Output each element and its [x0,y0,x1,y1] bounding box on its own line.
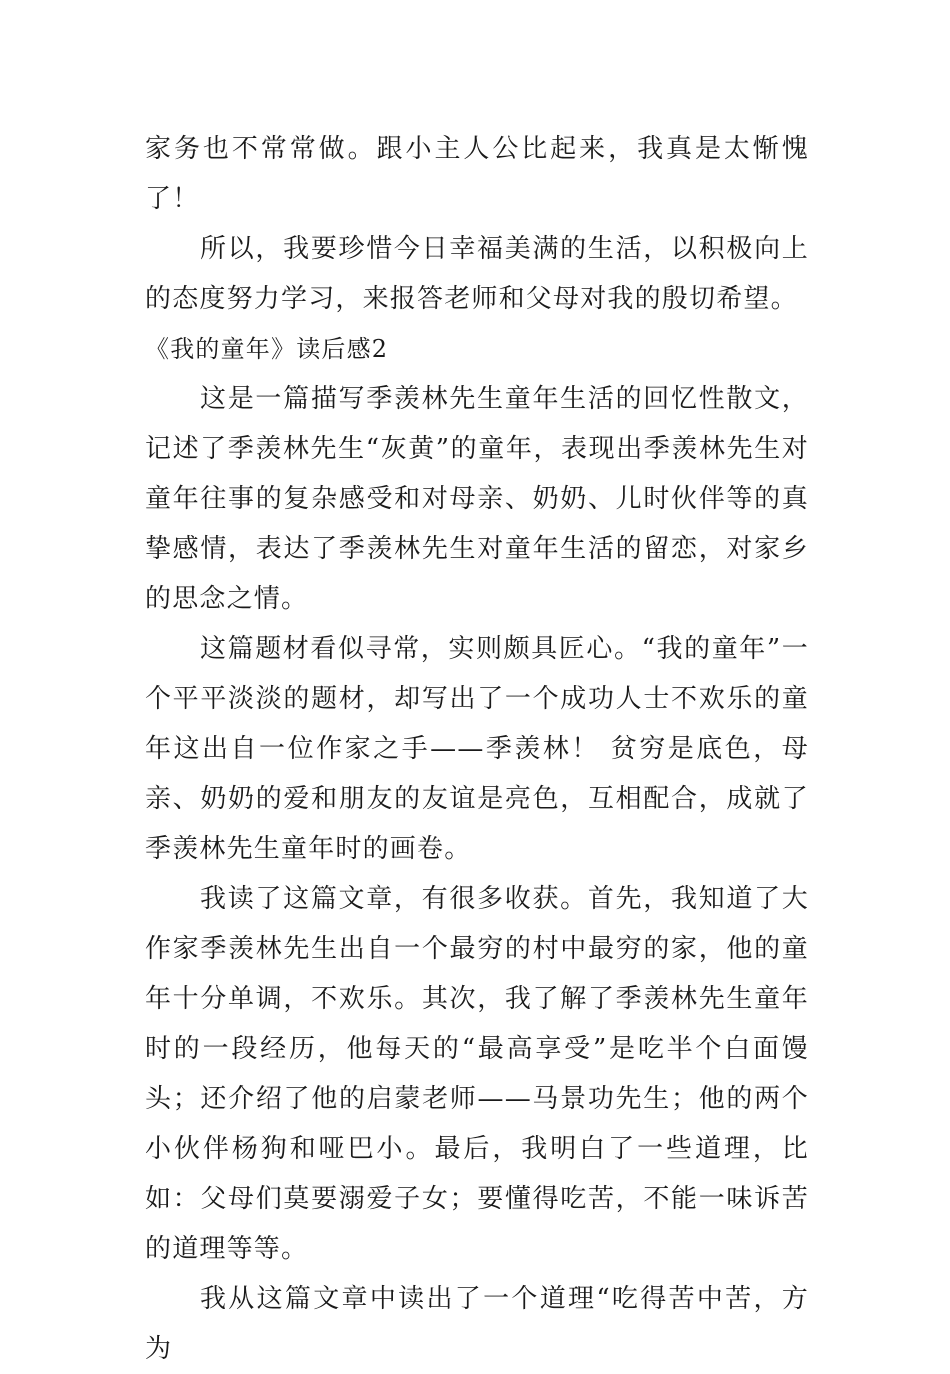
document-body [145,124,809,1374]
paragraph-continuation: 家务也不常常做。跟小主人公比起来，我真是太惭愧了！ [145,134,809,214]
paragraph-theme: 这篇题材看似寻常，实则颇具匠心。“我的童年”一个平平淡淡的题材，却写出了一个成功人士不欢乐的童年这出自一位作家之手——季羡林！ 贫穷是底色，母亲、奶奶的爱和朋友的友谊是亮色，互相配合，成就了季羡林先生童年时的画卷。 [145,634,809,864]
paragraph-resolution: 所以，我要珍惜今日幸福美满的生活，以积极向上的态度努力学习，来报答老师和父母对我的殷切希望。 [145,234,809,314]
paragraph-lesson: 我从这篇文章中读出了一个道理“吃得苦中苦，方为 [145,1284,809,1364]
section-heading: 《我的童年》读后感2 [145,335,389,363]
paragraph-intro: 这是一篇描写季羡林先生童年生活的回忆性散文，记述了季羡林先生“灰黄”的童年，表现出季羡林先生对童年往事的复杂感受和对母亲、奶奶、儿时伙伴等的真挚感情，表达了季羡林先生对童年生活的留恋，对家乡的思念之情。 [145,384,809,614]
paragraph-gains: 我读了这篇文章，有很多收获。首先，我知道了大作家季羡林先生出自一个最穷的村中最穷的家，他的童年十分单调，不欢乐。其次，我了解了季羡林先生童年时的一段经历，他每天的“最高享受”是吃半个白面馒头；还介绍了他的启蒙老师——马景功先生；他的两个小伙伴杨狗和哑巴小。最后，我明白了一些道理，比如：父母们莫要溺爱子女；要懂得吃苦，不能一味诉苦的道理等等。 [145,884,809,1264]
